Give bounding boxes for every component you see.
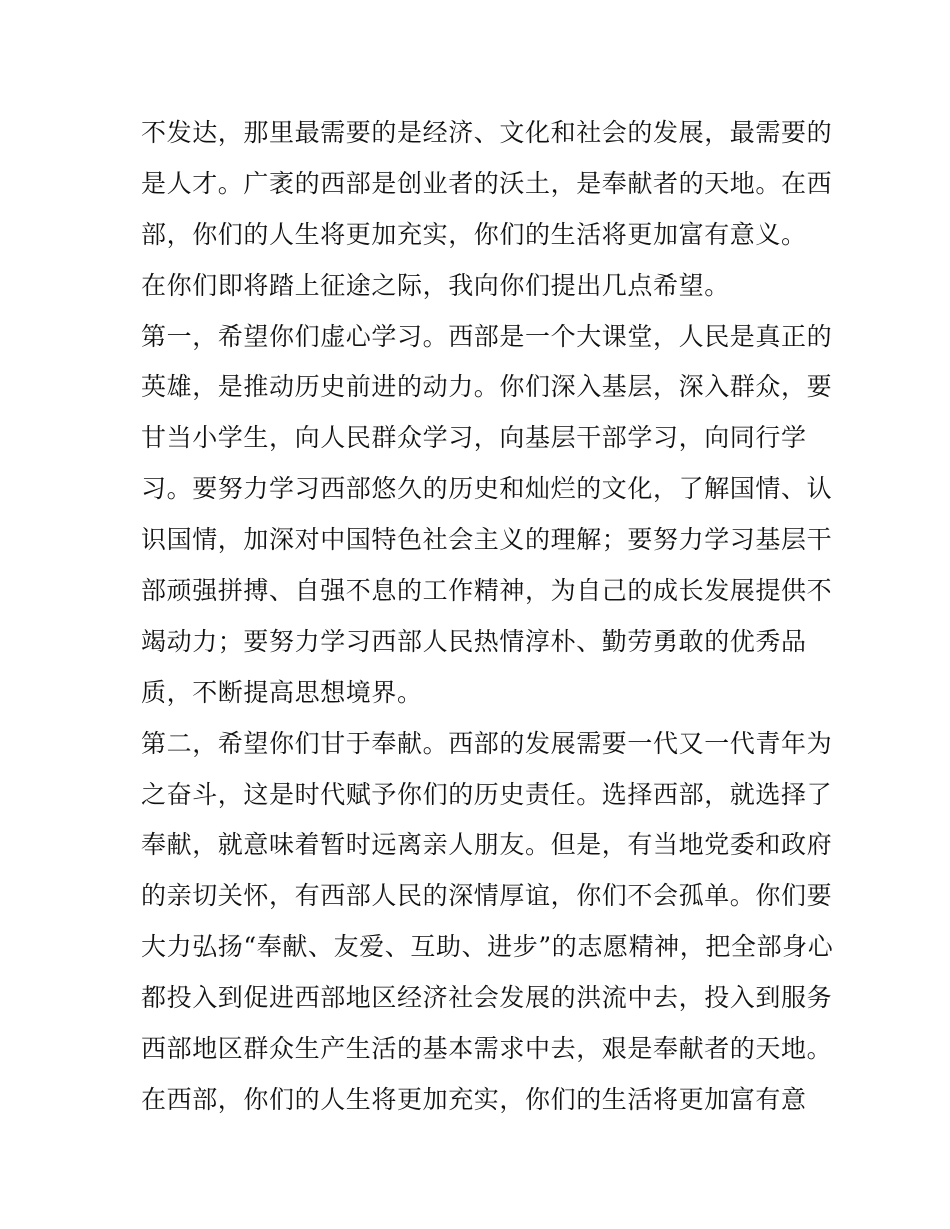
text-line: 识国情，加深对中国特色社会主义的理解；要努力学习基层干	[141, 525, 833, 555]
text-line: 质，不断提高思想境界。	[141, 677, 423, 707]
text-line: 的亲切关怀，有西部人民的深情厚谊，你们不会孤单。你们要	[141, 881, 833, 911]
text-line: 第一，希望你们虚心学习。西部是一个大课堂，人民是真正的	[141, 321, 833, 351]
text-line: 部顽强拼搏、自强不息的工作精神，为自己的成长发展提供不	[141, 576, 833, 606]
text-line: 在你们即将踏上征途之际，我向你们提出几点希望。	[141, 270, 730, 300]
text-line: 在西部，你们的人生将更加充实，你们的生活将更加富有意	[141, 1084, 807, 1114]
text-line: 甘当小学生，向人民群众学习，向基层干部学习，向同行学	[141, 423, 807, 453]
text-line: 大力弘扬“奉献、友爱、互助、进步”的志愿精神，把全部身心	[141, 932, 834, 962]
text-line: 之奋斗，这是时代赋予你们的历史责任。选择西部，就选择了	[141, 779, 833, 809]
text-line: 部，你们的人生将更加充实，你们的生活将更加富有意义。	[141, 219, 807, 249]
text-line: 是人才。广袤的西部是创业者的沃土，是奉献者的天地。在西	[141, 168, 833, 198]
text-line: 竭动力；要努力学习西部人民热情淳朴、勤劳勇敢的优秀品	[141, 626, 807, 656]
text-line: 习。要努力学习西部悠久的历史和灿烂的文化，了解国情、认	[141, 474, 833, 504]
text-line: 英雄，是推动历史前进的动力。你们深入基层，深入群众，要	[141, 372, 833, 402]
document-body	[141, 108, 834, 1126]
text-line: 都投入到促进西部地区经济社会发展的洪流中去，投入到服务	[141, 983, 833, 1013]
text-line: 不发达，那里最需要的是经济、文化和社会的发展，最需要的	[141, 118, 833, 147]
text-line: 奉献，就意味着暂时远离亲人朋友。但是，有当地党委和政府	[141, 830, 833, 860]
text-line: 第二，希望你们甘于奉献。西部的发展需要一代又一代青年为	[141, 728, 833, 758]
text-line: 西部地区群众生产生活的基本需求中去，艰是奉献者的天地。	[141, 1034, 833, 1064]
